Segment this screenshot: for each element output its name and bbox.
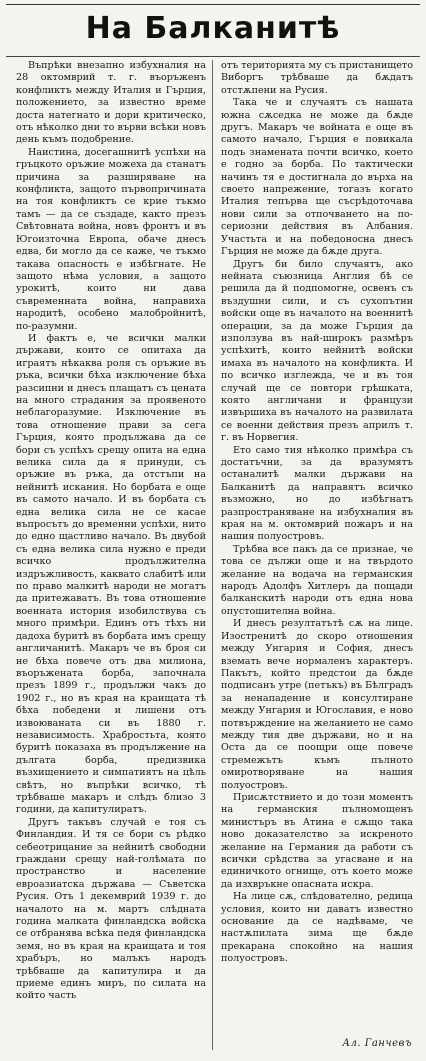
- paragraph: Наистина, досегашнитѣ успѣхи на гръцкото оръжие можеха да станатъ причина за разширяване на конфликта, защото първопричината на тоя конфликтъ се крие тъкмо тамъ — да се създаде, както презъ Свѣтовната война, новъ фронтъ и въ Югоизточна Европа, обаче днесъ едва, би могло да се каже, че тъкмо такава опасность е избѣгнате. Не защото нѣма условия, а защото урокитѣ, които ни дава съвременната война, направиха народитѣ, особено малобройнитѣ, по-разумни.: [16, 146, 206, 332]
- article-title: На Балканитѣ: [85, 11, 341, 46]
- title-rule: [6, 56, 420, 57]
- column-divider: [212, 60, 213, 1050]
- right-column: [221, 60, 413, 1050]
- paragraph: Присѫтствието и до този моментъ на германския пълномощенъ министъръ въ Атина е сѫщо така ново доказателство за искреното желание на Германия да работи съ всички срѣдства за угасване и на единичкото огнище, отъ което може да изхвръкне опасната искра.: [221, 791, 413, 890]
- paragraph: На лице сѫ, слѣдователно, редица условия, които ни даватъ известно основание да се надѣваме, че настѫпилата зима ще бѫде прекарана спокойно на нашия полуостровъ.: [221, 891, 413, 965]
- author-signature: Ал. Ганчевъ: [342, 1038, 412, 1049]
- left-column: [16, 60, 206, 1050]
- top-rule: [6, 4, 420, 5]
- paragraph: Другъ би било случаятъ, ако нейната съюзница Англия бѣ се решила да й подпомогне, освенъ съ въздушни сили, и съ сухопътни войски още въ началото на военнитѣ операции, за да може Гърция да използува въ най-широкъ размѣръ успѣхитѣ, които нейнитѣ войски имаха въ началото на конфликта. И по всичко изглежда, че и въ тоя случай ще се повтори грѣшката, която англичани и французи извършиха въ началото на развилата се военни действия презъ априлъ т. г. въ Норвегия.: [221, 258, 413, 444]
- paragraph: отъ територията му съ пристанището Виборгъ трѣбваше да бѫдатъ отстѫпени на Русия.: [221, 60, 413, 96]
- paragraph: И днесъ резултатътѣ сѫ на лице. Изостренитѣ до скоро отношения между Унгария и София, днесъ вземать вече нормаленъ характеръ. Пакътъ, който предстои да бѫде подписанъ утре (петъкъ) въ Бѣлградъ за ненападение и консултиране между Унгария и Югославия, е ново потвърждение на желанието не само между тия две държави, но и на Оста да се поощри още повече стремежътъ къмъ пълното омиротворяване на нашия полуостровъ.: [221, 618, 413, 791]
- paragraph: И фактъ е, че всички малки държави, които се опитаха да играятъ нѣкаква роля съ оръжие въ ръка, всички бѣха изключение бѣха разсипни и днесъ плащатъ съ цената на много страдания за проявеното неблагоразумие. Изключение въ това отношение прави за сега Гърция, която продължава да се бори съ успѣхъ срещу опита на една велика сила да я принуди, съ оръжие въ ръка, да отстъпи на нейнитѣ искания. Но борбата е още въ самото начало. И въ борбата съ една велика сила не се касае въпросътъ до временни успѣхи, нито до едно щастливо начало. Въ двубой съ една велика сила нужно е преди всичко продължителна издръжливость, каквато слабитѣ или по право малкитѣ народи не могатъ да притежаватъ. Въ това отношение военната история изобилствува съ много примѣри. Единъ отъ тѣхъ ни дадоха буритѣ въ борбата имъ срещу англичанитѣ. Макаръ че въ броя си не бѣха повече отъ два милиона, въоръжената борба, започнала презъ 1899 г., продължи чакъ до 1902 г., но въ края на краищата тѣ бѣха победени и лишени отъ извоюваната си въ 1880 г. независимость. Храбростьта, която буритѣ показаха въ продължение на дългата борба, предизвика възхищението и симпатиятъ на цѣль свѣтъ, но въпрѣки всичко, тѣ трѣбваше макаръ и слѣдъ близо 3 години, да капитулиратъ.: [16, 332, 206, 816]
- paragraph: Ето само тия нѣколко примѣра съ достатъчни, за да вразумятъ останалитѣ малки държави на Балканитѣ да направятъ всичко възможно, но до избѣгнатъ разпространяване на избухналия въ края на м. октомврий пожаръ и на нашия полуостровъ.: [221, 444, 413, 543]
- paragraph: Така че и случаятъ съ нашата южна сѫседка не може да бѫде другъ. Макаръ че войната е още въ самото начало, Гърция е повикала подъ знамената почти всичко, което е годно за борба. По тактически начинъ тя е достигнала до върха на своето напрежение, тогазъ когато Италия тепърва ще съсрѣдоточава нови сили за отпочването на по-сериозни действия въ Албания. Участьта и на победоносна днесъ Гърция не може да бѫде друга.: [221, 97, 413, 258]
- paragraph: Трѣбва все пакъ да се признае, че това се дължи още и на твърдото желание на водача на германския народъ Адолфъ Хитлеръ да пощади балканскитѣ народи отъ една нова опустошителна война.: [221, 543, 413, 617]
- paragraph: Другъ такъвъ случай е тоя съ Финландия. И тя се бори съ рѣдко себеотрицание за нейнитѣ свободни граждани срещу най-голѣмата по пространство и население евроазиатска държава — Съветска Русия. Отъ 1 декемврий 1939 г. до началото на м. мартъ слѣдната година малката финландска войска се отбранява всѣка педя финландска земя, но въ края на краищата и тоя храбъръ, но малъкъ народъ трѣбваше да капитулира и да приеме единъ миръ, по силата на който часть: [16, 816, 206, 1002]
- paragraph: Въпрѣки внезапно избухналия на 28 октомврий т. г. въоръженъ конфликтъ между Италия и Гърция, положението, за известно време доста натегнато и дори критическо, отъ нѣколко дни то върви всѣки новъ день къмъ подобрение.: [16, 60, 206, 146]
